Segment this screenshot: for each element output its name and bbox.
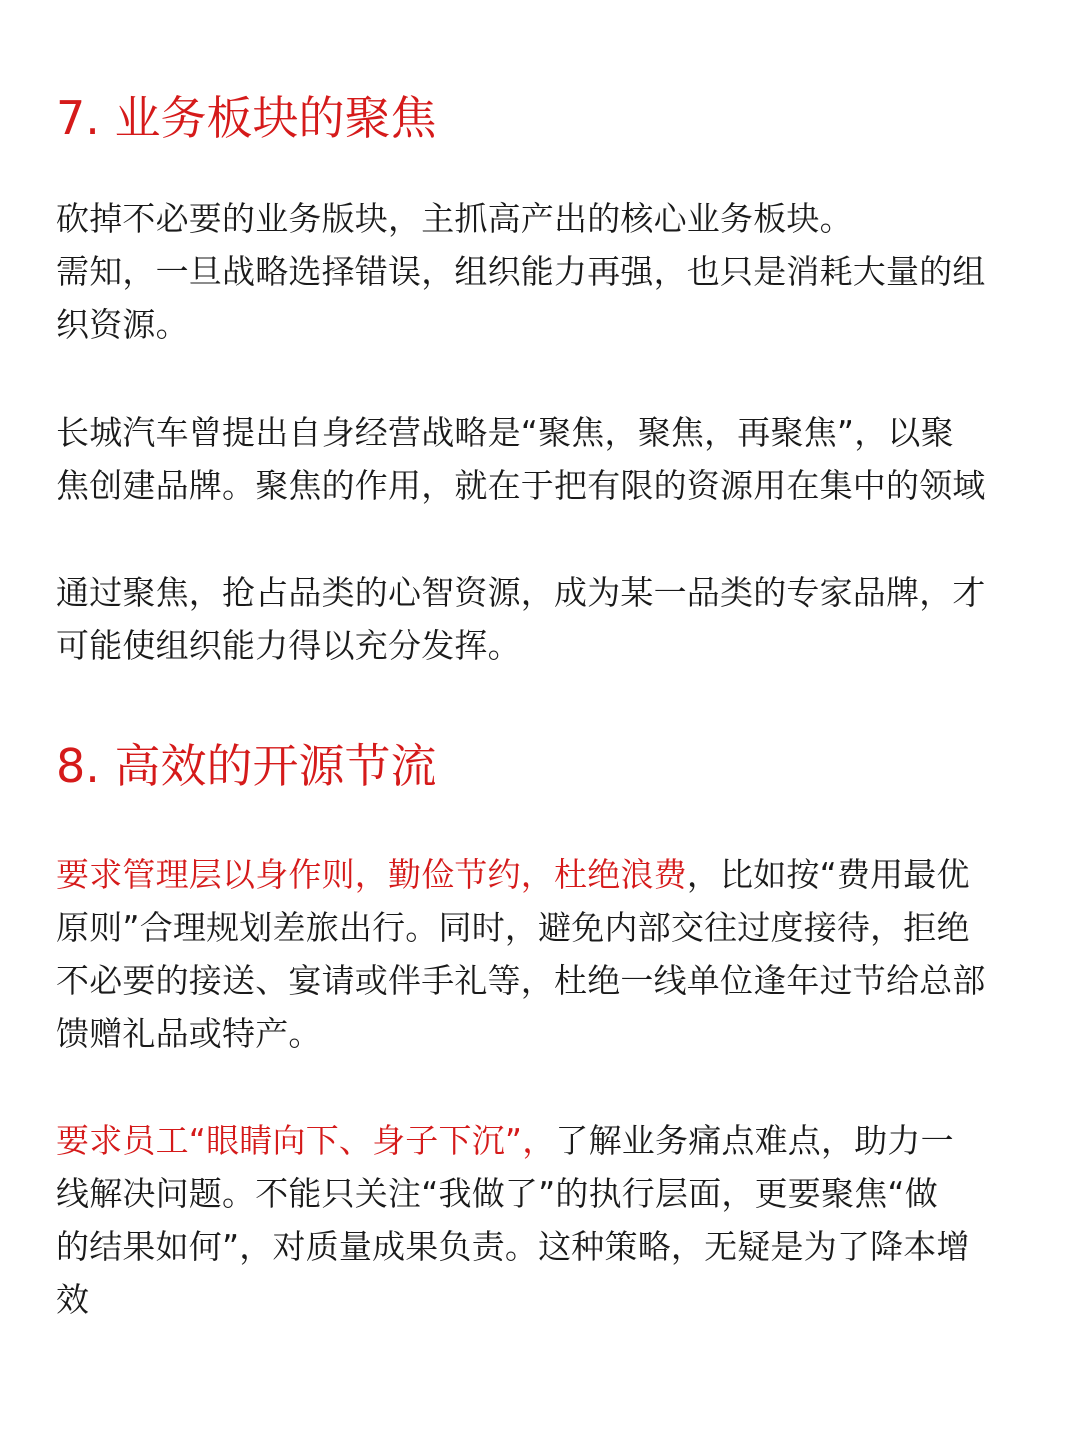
paragraph-line: 原则”合理规划差旅出行。同时，避免内部交往过度接待，拒绝	[56, 908, 970, 947]
paragraph-text: ，比如按“费用最优	[686, 855, 970, 894]
section-7-title: 7. 业务板块的聚焦	[56, 91, 437, 145]
section-8-title: 8. 高效的开源节流	[56, 739, 437, 793]
highlighted-text: 要求管理层以身作则，勤俭节约，杜绝浪费	[56, 855, 687, 894]
section-7-paragraph-3	[56, 566, 1032, 672]
paragraph-line: 通过聚焦，抢占品类的心智资源，成为某一品类的专家品牌，才	[56, 573, 986, 612]
paragraph-line: 效	[56, 1280, 90, 1319]
paragraph-line: 可能使组织能力得以充分发挥。	[56, 626, 521, 665]
paragraph-line: 织资源。	[56, 305, 189, 344]
paragraph-line: 砍掉不必要的业务版块，主抓高产出的核心业务板块。	[56, 199, 853, 238]
paragraph-line: 的结果如何”，对质量成果负责。这种策略，无疑是为了降本增	[56, 1227, 970, 1266]
section-8-paragraph-2	[56, 1114, 1032, 1326]
paragraph-line	[56, 1114, 1032, 1167]
paragraph-line: 长城汽车曾提出自身经营战略是“聚焦，聚焦，再聚焦”，以聚	[56, 413, 954, 452]
paragraph-line: 馈赠礼品或特产。	[56, 1014, 322, 1053]
section-8-paragraph-1	[56, 848, 1032, 1060]
paragraph-line: 线解决问题。不能只关注“我做了”的执行层面，更要聚焦“做	[56, 1174, 938, 1213]
paragraph-line	[56, 848, 1032, 901]
paragraph-line: 不必要的接送、宴请或伴手礼等，杜绝一线单位逢年过节给总部	[56, 961, 986, 1000]
paragraph-line: 需知，一旦战略选择错误，组织能力再强，也只是消耗大量的组	[56, 252, 986, 291]
paragraph-line: 焦创建品牌。聚焦的作用，就在于把有限的资源用在集中的领域	[56, 466, 986, 505]
section-7-paragraph-1	[56, 192, 1032, 351]
highlighted-text: 要求员工“眼睛向下、身子下沉”，	[56, 1121, 556, 1160]
paragraph-text: 了解业务痛点难点，助力一	[555, 1121, 954, 1160]
section-7-paragraph-2	[56, 406, 1032, 512]
